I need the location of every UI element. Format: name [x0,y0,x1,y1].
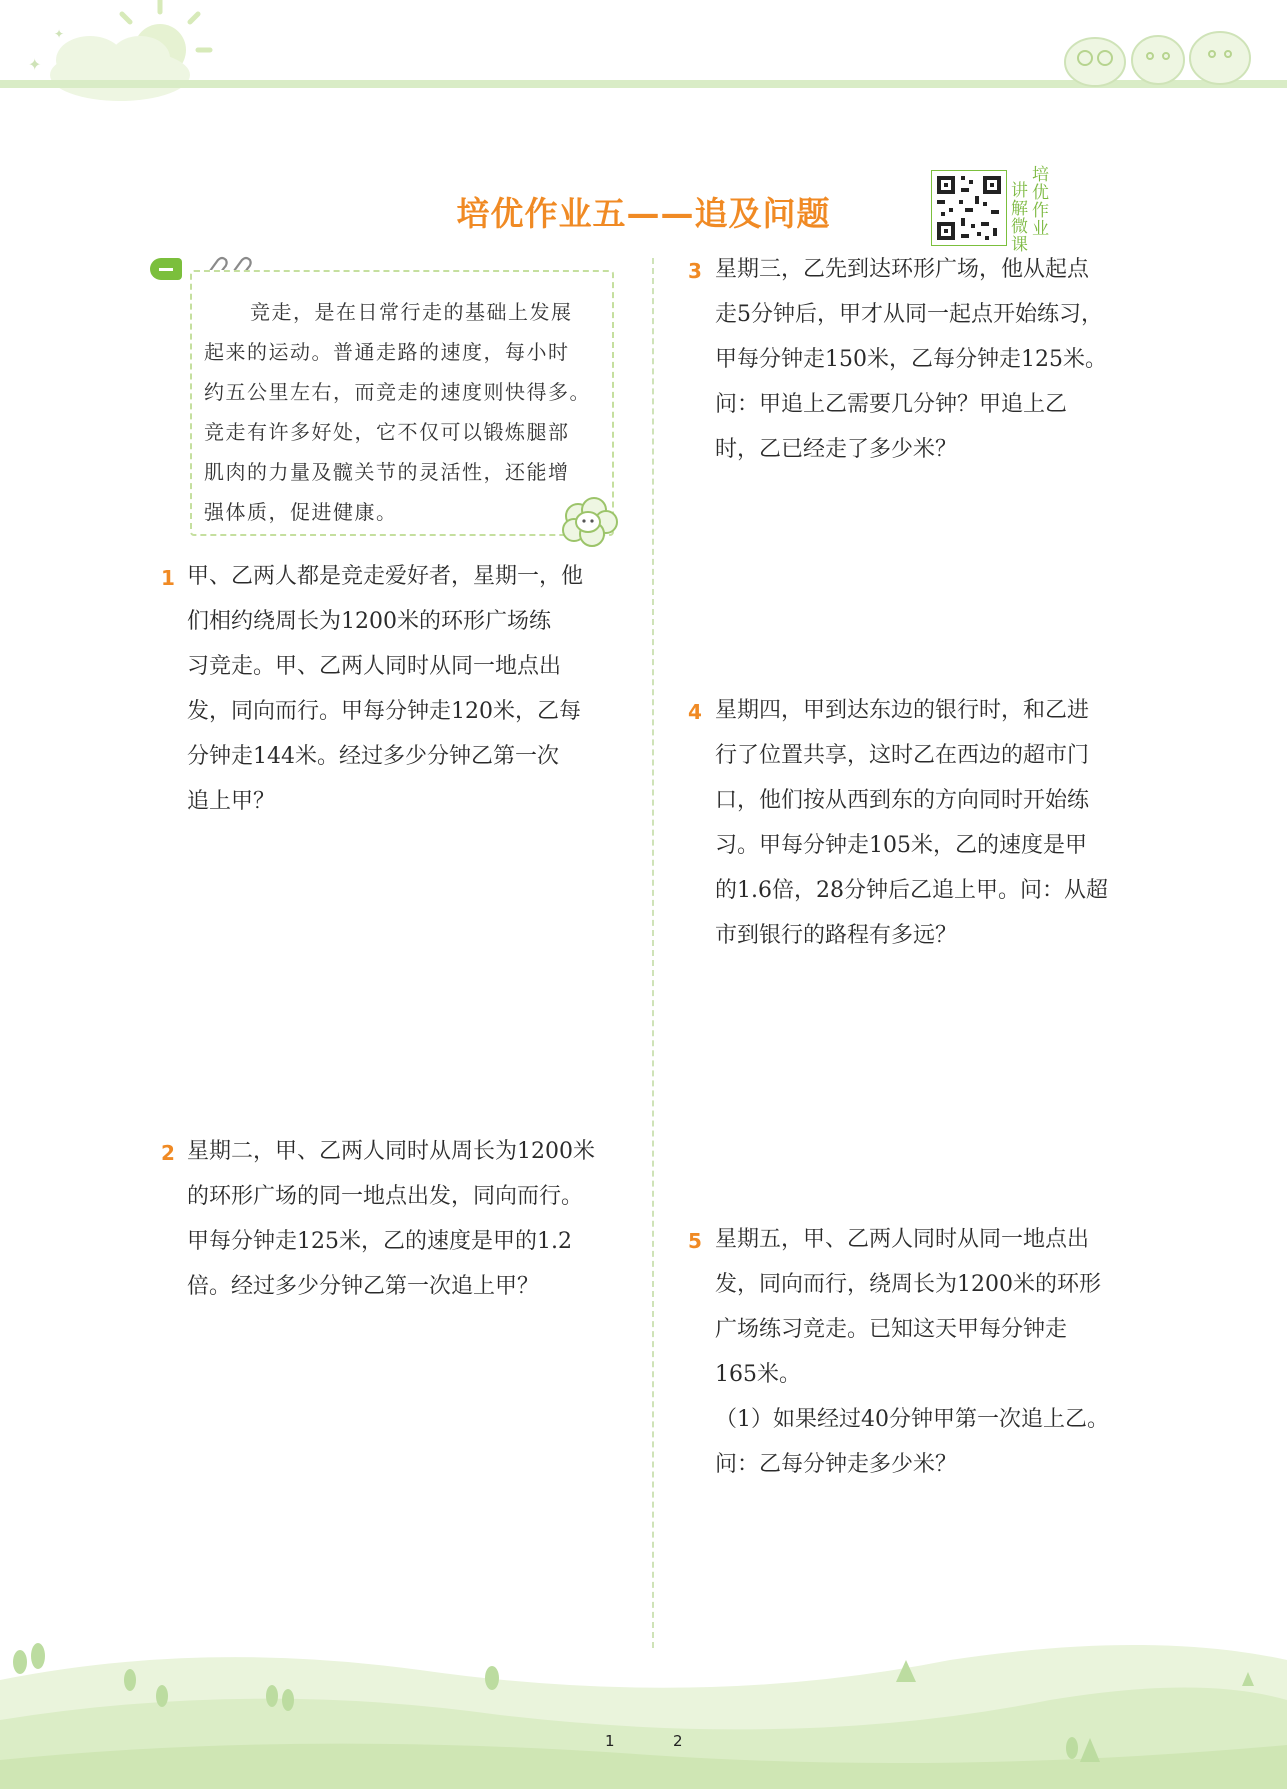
question-line: 发，同向而行，绕周长为1200米的环形 [715,1272,1101,1297]
page-number-left: 1 [605,1732,615,1750]
question-line: 走5分钟后，甲才从同一起点开始练习， [715,302,1103,327]
question-line: 星期二，甲、乙两人同时从周长为1200米 [187,1139,595,1164]
question-4-number: 4 [688,700,702,724]
svg-text:✦: ✦ [28,55,42,74]
question-2-number: 2 [161,1141,175,1165]
question-line: 习竞走。甲、乙两人同时从同一地点出 [187,654,562,679]
question-line: 甲每分钟走150米，乙每分钟走125米。 [715,347,1107,372]
intro-line-1: 竞走，是在日常行走的基础上发展 [250,300,573,324]
question-5-text [715,1217,1170,1487]
section-badge [150,258,182,280]
question-line: 们相约绕周长为1200米的环形广场练 [187,609,551,634]
question-3-number: 3 [688,259,702,283]
question-line: 星期五，甲、乙两人同时从同一地点出 [715,1227,1090,1252]
question-line: 甲每分钟走125米，乙的速度是甲的1.2 [187,1229,572,1254]
question-line: 的环形广场的同一地点出发，同向而行。 [187,1184,584,1209]
question-line: 的1.6倍，28分钟后乙追上甲。问：从超 [715,878,1108,903]
question-line: 倍。经过多少分钟乙第一次追上甲？ [187,1274,540,1299]
footer-hills-decoration [0,1630,1287,1789]
page-number-right: 2 [673,1732,683,1750]
question-line: 165米。 [715,1362,801,1387]
question-line: 分钟走144米。经过多少分钟乙第一次 [187,744,559,769]
qr-label-2: 培优作业 [1032,165,1049,239]
question-line: 星期三，乙先到达环形广场，他从起点 [715,257,1090,282]
intro-line-2: 起来的运动。普通走路的速度，每小时 [204,340,570,364]
question-line: 追上甲？ [187,789,276,814]
question-line: 习。甲每分钟走105米，乙的速度是甲 [715,833,1087,858]
qr-code-icon [931,170,1007,246]
question-line: 问：甲追上乙需要几分钟？甲追上乙 [715,392,1068,417]
question-line: 时，乙已经走了多少米？ [715,437,958,462]
question-line: 市到银行的路程有多远？ [715,923,958,948]
qr-label-1: 讲解微课 [1011,181,1028,255]
intro-line-5: 肌肉的力量及髋关节的灵活性，还能增 [204,460,570,484]
question-2-text [187,1129,637,1309]
question-1-text [187,554,637,824]
header-animals-decoration [1060,10,1260,90]
intro-line-6: 强体质，促进健康。 [204,500,398,524]
question-line: 发，同向而行。甲每分钟走120米，乙每 [187,699,581,724]
question-5-number: 5 [688,1229,702,1253]
intro-line-3: 约五公里左右，而竞走的速度则快得多。 [204,380,591,404]
column-divider [652,258,654,1648]
svg-text:✦: ✦ [54,27,65,41]
intro-text [204,292,606,532]
sheep-icon [558,494,622,550]
header-sun-cloud-decoration [0,0,220,120]
question-line: 问：乙每分钟走多少米？ [715,1452,958,1477]
question-line: 甲、乙两人都是竞走爱好者，星期一，他 [187,564,584,589]
question-4-text [715,688,1170,958]
intro-line-4: 竞走有许多好处，它不仅可以锻炼腿部 [204,420,570,444]
question-line: 行了位置共享，这时乙在西边的超市门 [715,743,1090,768]
question-line: 星期四，甲到达东边的银行时，和乙进 [715,698,1090,723]
question-line: （1）如果经过40分钟甲第一次追上乙。 [715,1407,1109,1432]
question-1-number: 1 [161,566,175,590]
page-title: 培优作业五——追及问题 [456,194,831,233]
question-line: 广场练习竞走。已知这天甲每分钟走 [715,1317,1068,1342]
question-3-text [715,247,1170,472]
question-line: 口，他们按从西到东的方向同时开始练 [715,788,1090,813]
